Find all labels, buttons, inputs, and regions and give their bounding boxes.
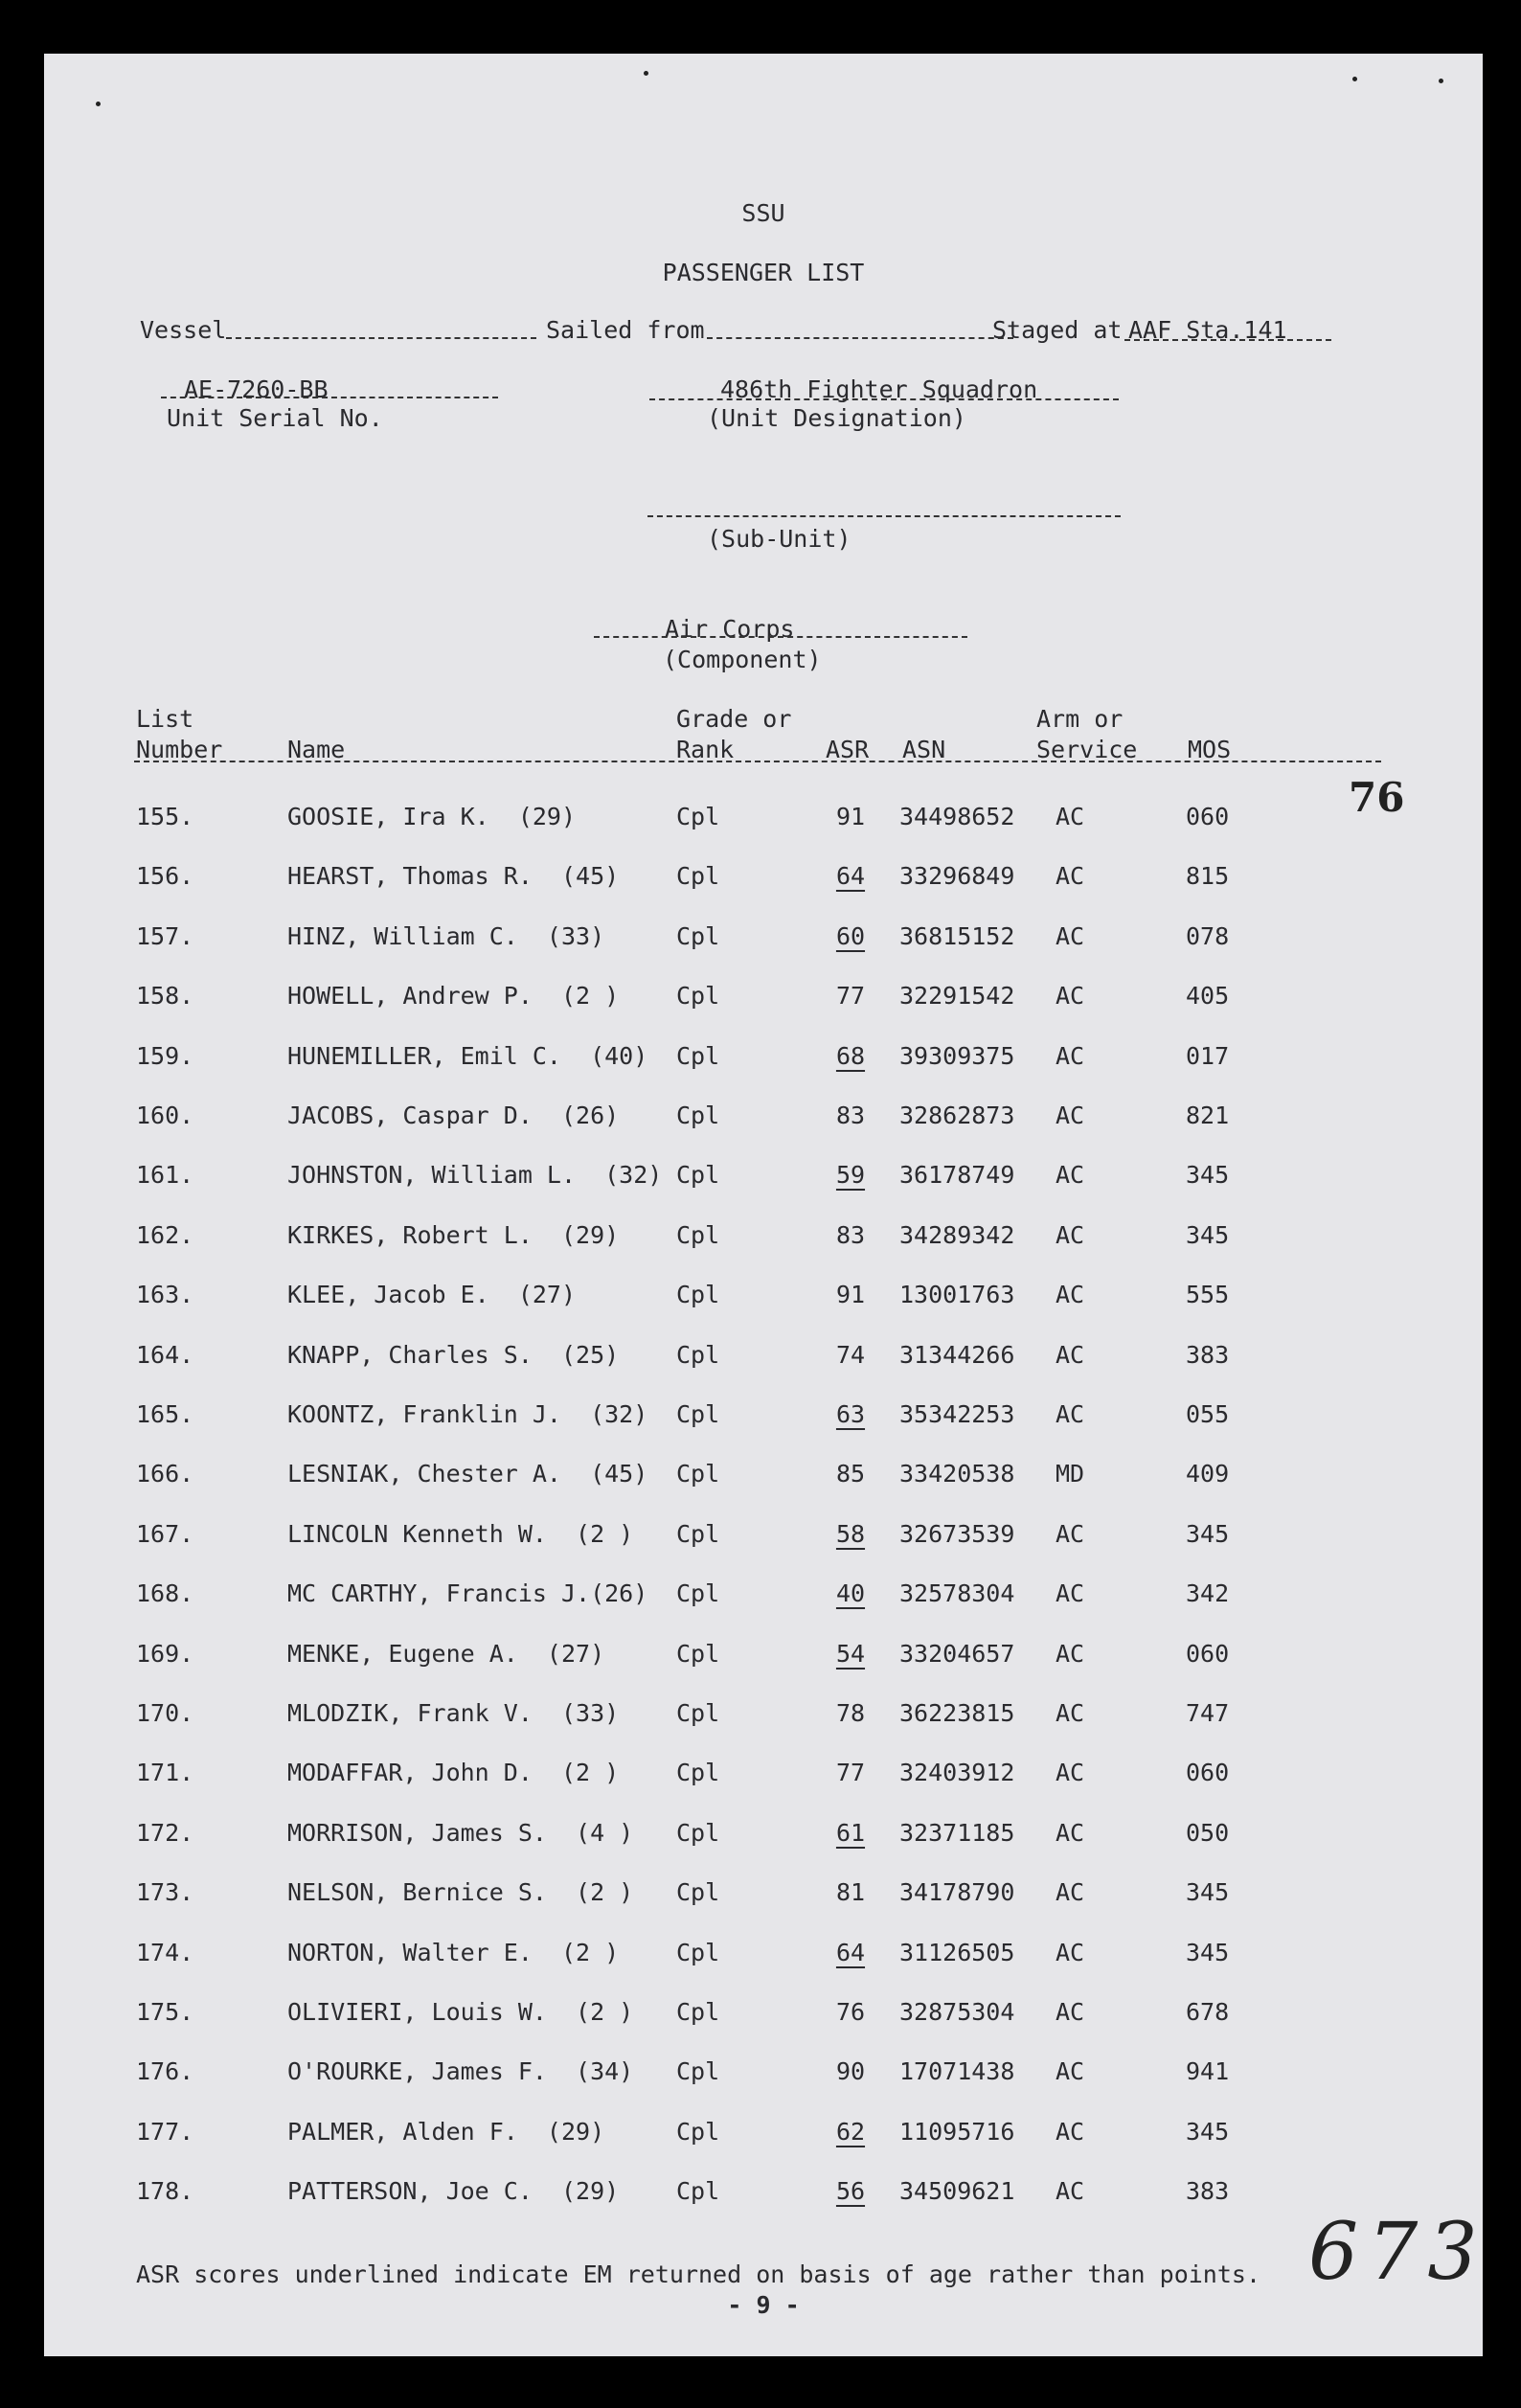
row-grade: Cpl [676, 862, 720, 890]
row-grade: Cpl [676, 1819, 720, 1847]
row-arm: AC [1056, 1939, 1085, 1966]
column-header-rule [134, 761, 1381, 762]
row-name: KOONTZ, Franklin J. (32) [287, 1400, 648, 1428]
row-arm: AC [1056, 1878, 1085, 1906]
row-mos: 345 [1186, 2118, 1230, 2146]
row-name: MENKE, Eugene A. (27) [287, 1640, 605, 1668]
row-grade: Cpl [676, 2118, 720, 2146]
row-mos: 345 [1186, 1520, 1230, 1548]
row-arm: AC [1056, 1400, 1085, 1428]
row-arm: AC [1056, 1221, 1085, 1249]
staged-at-line [1124, 339, 1331, 341]
row-name: GOOSIE, Ira K. (29) [287, 803, 577, 830]
table-row [44, 1223, 1483, 1254]
sailed-from-line [707, 337, 1013, 339]
vessel-line [226, 337, 536, 339]
row-asr: 59 [835, 1161, 866, 1189]
row-name: PATTERSON, Joe C. (29) [287, 2177, 620, 2205]
row-arm: MD [1056, 1460, 1085, 1488]
speck [96, 102, 101, 106]
row-name: PALMER, Alden F. (29) [287, 2118, 605, 2146]
row-mos: 055 [1186, 1400, 1230, 1428]
table-row [44, 805, 1483, 835]
row-number: 174. [136, 1939, 194, 1966]
row-asr: 64 [835, 862, 866, 890]
row-number: 172. [136, 1819, 194, 1847]
row-asr: 83 [835, 1221, 866, 1249]
row-asn: 11095716 [899, 2118, 1015, 2146]
row-asn: 32673539 [899, 1520, 1015, 1548]
sub-unit-label: (Sub-Unit) [707, 525, 851, 553]
row-name: LINCOLN Kenneth W. (2 ) [287, 1520, 634, 1548]
col-header-grade: Rank [676, 736, 735, 763]
row-name: KNAPP, Charles S. (25) [287, 1341, 620, 1369]
row-number: 158. [136, 982, 194, 1010]
row-number: 162. [136, 1221, 194, 1249]
col-header-arm: Service [1036, 736, 1138, 763]
row-asr: 64 [835, 1939, 866, 1966]
row-name: LESNIAK, Chester A. (45) [287, 1460, 648, 1488]
row-name: HOWELL, Andrew P. (2 ) [287, 982, 620, 1010]
row-asr: 81 [835, 1878, 866, 1906]
document-title: PASSENGER LIST [662, 259, 865, 286]
table-row [44, 2120, 1483, 2150]
row-asr: 83 [835, 1102, 866, 1129]
row-asr: 61 [835, 1819, 866, 1847]
unit-designation-label: (Unit Designation) [707, 404, 966, 432]
row-asr: 77 [835, 982, 866, 1010]
row-asr: 91 [835, 803, 866, 830]
row-arm: AC [1056, 2057, 1085, 2085]
row-arm: AC [1056, 1579, 1085, 1607]
row-arm: AC [1056, 2177, 1085, 2205]
row-grade: Cpl [676, 1878, 720, 1906]
handwritten-total: 673 [1308, 2207, 1487, 2298]
row-asr: 85 [835, 1460, 866, 1488]
row-asr: 54 [835, 1640, 866, 1668]
row-asn: 32862873 [899, 1102, 1015, 1129]
staged-at-value: AAF Sta.141 [1128, 316, 1287, 344]
row-number: 167. [136, 1520, 194, 1548]
row-asr: 77 [835, 1759, 866, 1786]
row-grade: Cpl [676, 1640, 720, 1668]
col-header-list-number: Number [136, 736, 223, 763]
unit-designation-value: 486th Fighter Squadron [720, 375, 1038, 403]
table-row [44, 1163, 1483, 1193]
row-asn: 32371185 [899, 1819, 1015, 1847]
row-grade: Cpl [676, 1759, 720, 1786]
handwritten-count: 76 [1349, 774, 1405, 821]
row-asn: 32291542 [899, 982, 1015, 1010]
row-arm: AC [1056, 922, 1085, 950]
row-grade: Cpl [676, 2057, 720, 2085]
col-header-arm: Arm or [1036, 705, 1124, 733]
table-row [44, 1522, 1483, 1553]
col-header-name: Name [287, 736, 346, 763]
row-mos: 345 [1186, 1221, 1230, 1249]
row-name: NELSON, Bernice S. (2 ) [287, 1878, 634, 1906]
row-mos: 342 [1186, 1579, 1230, 1607]
component-label: (Component) [663, 646, 822, 673]
col-header-mos: MOS [1188, 736, 1232, 763]
row-number: 159. [136, 1042, 194, 1070]
speck [644, 71, 648, 76]
row-asn: 33420538 [899, 1460, 1015, 1488]
row-mos: 060 [1186, 1640, 1230, 1668]
row-asr: 90 [835, 2057, 866, 2085]
row-mos: 050 [1186, 1819, 1230, 1847]
row-grade: Cpl [676, 2177, 720, 2205]
row-grade: Cpl [676, 1161, 720, 1189]
table-row [44, 1283, 1483, 1313]
row-name: NORTON, Walter E. (2 ) [287, 1939, 620, 1966]
row-number: 164. [136, 1341, 194, 1369]
table-row [44, 1701, 1483, 1732]
row-asr: 63 [835, 1400, 866, 1428]
row-mos: 405 [1186, 982, 1230, 1010]
row-mos: 821 [1186, 1102, 1230, 1129]
table-row [44, 1044, 1483, 1075]
row-number: 168. [136, 1579, 194, 1607]
row-number: 176. [136, 2057, 194, 2085]
row-asn: 32403912 [899, 1759, 1015, 1786]
row-asr: 91 [835, 1281, 866, 1308]
row-mos: 555 [1186, 1281, 1230, 1308]
table-row [44, 1821, 1483, 1851]
row-mos: 078 [1186, 922, 1230, 950]
document-code: SSU [741, 199, 785, 227]
row-asn: 31344266 [899, 1341, 1015, 1369]
row-grade: Cpl [676, 1221, 720, 1249]
row-grade: Cpl [676, 803, 720, 830]
row-asn: 36178749 [899, 1161, 1015, 1189]
row-grade: Cpl [676, 1042, 720, 1070]
row-number: 169. [136, 1640, 194, 1668]
row-mos: 383 [1186, 1341, 1230, 1369]
row-number: 160. [136, 1102, 194, 1129]
row-arm: AC [1056, 1102, 1085, 1129]
row-grade: Cpl [676, 1998, 720, 2026]
table-row [44, 864, 1483, 895]
row-arm: AC [1056, 1281, 1085, 1308]
row-name: MLODZIK, Frank V. (33) [287, 1699, 620, 1727]
row-name: HUNEMILLER, Emil C. (40) [287, 1042, 648, 1070]
row-asn: 36815152 [899, 922, 1015, 950]
row-name: HINZ, William C. (33) [287, 922, 605, 950]
speck [1352, 77, 1357, 81]
row-asr: 78 [835, 1699, 866, 1727]
table-row [44, 984, 1483, 1014]
row-number: 166. [136, 1460, 194, 1488]
row-asn: 32875304 [899, 1998, 1015, 2026]
row-name: KIRKES, Robert L. (29) [287, 1221, 620, 1249]
row-asn: 36223815 [899, 1699, 1015, 1727]
row-mos: 941 [1186, 2057, 1230, 2085]
row-mos: 060 [1186, 1759, 1230, 1786]
row-mos: 345 [1186, 1878, 1230, 1906]
col-header-asn: ASN [902, 736, 946, 763]
row-asr: 62 [835, 2118, 866, 2146]
row-name: JOHNSTON, William L. (32) [287, 1161, 663, 1189]
passenger-list-sheet [44, 54, 1487, 2356]
row-asn: 31126505 [899, 1939, 1015, 1966]
row-grade: Cpl [676, 982, 720, 1010]
sailed-from-label: Sailed from [546, 316, 705, 344]
row-asn: 34509621 [899, 2177, 1015, 2205]
row-number: 170. [136, 1699, 194, 1727]
col-header-list-number: List [136, 705, 194, 733]
row-number: 178. [136, 2177, 194, 2205]
row-mos: 409 [1186, 1460, 1230, 1488]
table-row [44, 1880, 1483, 1911]
col-header-grade: Grade or [676, 705, 792, 733]
row-arm: AC [1056, 1699, 1085, 1727]
row-number: 177. [136, 2118, 194, 2146]
unit-serial-value: AE-7260-BB [184, 375, 329, 403]
row-number: 155. [136, 803, 194, 830]
row-asr: 60 [835, 922, 866, 950]
row-asr: 68 [835, 1042, 866, 1070]
row-arm: AC [1056, 803, 1085, 830]
row-asn: 34178790 [899, 1878, 1015, 1906]
table-row [44, 924, 1483, 955]
row-grade: Cpl [676, 1400, 720, 1428]
row-number: 163. [136, 1281, 194, 1308]
row-grade: Cpl [676, 1281, 720, 1308]
table-row [44, 1642, 1483, 1672]
row-arm: AC [1056, 1520, 1085, 1548]
row-number: 156. [136, 862, 194, 890]
row-arm: AC [1056, 1640, 1085, 1668]
component-line [594, 636, 967, 638]
row-number: 165. [136, 1400, 194, 1428]
row-mos: 345 [1186, 1939, 1230, 1966]
row-mos: 815 [1186, 862, 1230, 890]
row-arm: AC [1056, 1819, 1085, 1847]
row-asr: 56 [835, 2177, 866, 2205]
table-row [44, 2059, 1483, 2090]
row-grade: Cpl [676, 1579, 720, 1607]
table-row [44, 1103, 1483, 1134]
col-header-asr: ASR [826, 736, 870, 763]
table-row [44, 2000, 1483, 2031]
row-asr: 74 [835, 1341, 866, 1369]
row-mos: 345 [1186, 1161, 1230, 1189]
row-asn: 33204657 [899, 1640, 1015, 1668]
page-number: - 9 - [727, 2291, 800, 2319]
table-row [44, 1941, 1483, 1971]
row-arm: AC [1056, 862, 1085, 890]
row-name: MODAFFAR, John D. (2 ) [287, 1759, 620, 1786]
table-row [44, 1402, 1483, 1433]
row-asr: 58 [835, 1520, 866, 1548]
row-mos: 678 [1186, 1998, 1230, 2026]
row-name: MC CARTHY, Francis J.(26) [287, 1579, 648, 1607]
table-row [44, 1343, 1483, 1374]
unit-serial-label: Unit Serial No. [167, 404, 383, 432]
row-mos: 383 [1186, 2177, 1230, 2205]
row-asr: 40 [835, 1579, 866, 1607]
vessel-label: Vessel [140, 316, 227, 344]
row-arm: AC [1056, 1759, 1085, 1786]
row-asn: 17071438 [899, 2057, 1015, 2085]
speck [1439, 79, 1443, 83]
row-asn: 34498652 [899, 803, 1015, 830]
row-number: 175. [136, 1998, 194, 2026]
footer-note: ASR scores underlined indicate EM returned on basis of age rather than points. [136, 2260, 1260, 2288]
row-number: 171. [136, 1759, 194, 1786]
row-mos: 017 [1186, 1042, 1230, 1070]
row-number: 173. [136, 1878, 194, 1906]
row-name: JACOBS, Caspar D. (26) [287, 1102, 620, 1129]
table-row [44, 2179, 1483, 2210]
row-mos: 747 [1186, 1699, 1230, 1727]
row-grade: Cpl [676, 1939, 720, 1966]
table-row [44, 1581, 1483, 1612]
unit-designation-line [649, 398, 1119, 400]
row-arm: AC [1056, 1998, 1085, 2026]
row-asn: 35342253 [899, 1400, 1015, 1428]
row-asn: 32578304 [899, 1579, 1015, 1607]
row-grade: Cpl [676, 1341, 720, 1369]
row-name: MORRISON, James S. (4 ) [287, 1819, 634, 1847]
staged-at-label: Staged at [992, 316, 1123, 344]
row-grade: Cpl [676, 1520, 720, 1548]
row-name: HEARST, Thomas R. (45) [287, 862, 620, 890]
table-row [44, 1761, 1483, 1791]
row-mos: 060 [1186, 803, 1230, 830]
row-grade: Cpl [676, 1699, 720, 1727]
component-value: Air Corps [665, 615, 795, 643]
row-number: 157. [136, 922, 194, 950]
row-arm: AC [1056, 982, 1085, 1010]
row-arm: AC [1056, 1161, 1085, 1189]
table-row [44, 1462, 1483, 1492]
row-arm: AC [1056, 2118, 1085, 2146]
row-arm: AC [1056, 1042, 1085, 1070]
row-name: OLIVIERI, Louis W. (2 ) [287, 1998, 634, 2026]
row-name: KLEE, Jacob E. (27) [287, 1281, 577, 1308]
row-arm: AC [1056, 1341, 1085, 1369]
row-asn: 39309375 [899, 1042, 1015, 1070]
sub-unit-line [647, 515, 1121, 517]
row-asn: 13001763 [899, 1281, 1015, 1308]
row-asr: 76 [835, 1998, 866, 2026]
row-asn: 33296849 [899, 862, 1015, 890]
row-grade: Cpl [676, 1102, 720, 1129]
row-number: 161. [136, 1161, 194, 1189]
row-asn: 34289342 [899, 1221, 1015, 1249]
row-grade: Cpl [676, 922, 720, 950]
row-grade: Cpl [676, 1460, 720, 1488]
unit-serial-line [161, 397, 498, 398]
row-name: O'ROURKE, James F. (34) [287, 2057, 634, 2085]
